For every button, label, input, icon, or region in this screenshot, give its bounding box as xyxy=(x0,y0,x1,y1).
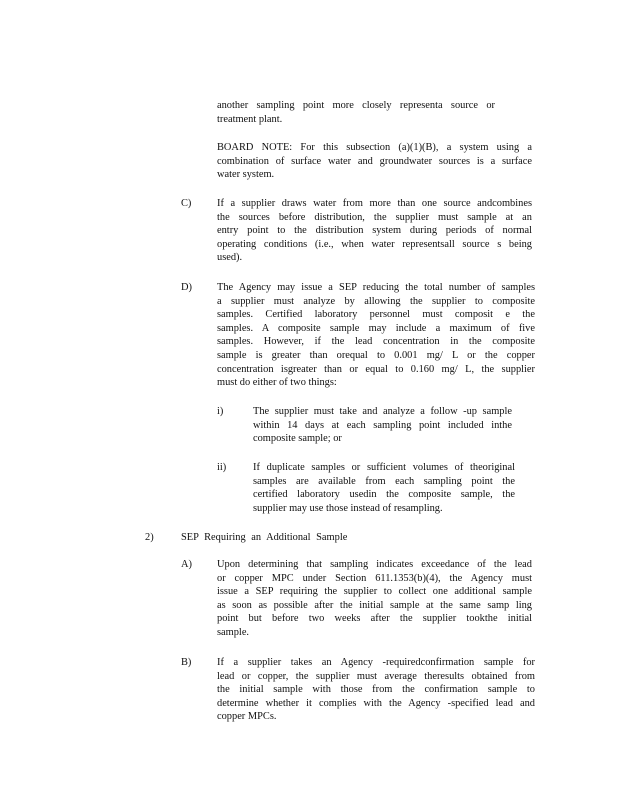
text-line: sample is greater than orequal to 0.001 mg/ L or the copper xyxy=(217,349,535,361)
text-line: samples. Certified laboratory personnel must composit e the xyxy=(217,309,535,321)
text-line: lead or copper, the supplier must average theresults obtained from xyxy=(217,670,535,682)
item-2b-label: B) xyxy=(181,657,192,668)
text-line: combination of surface water and groundwater sources is a surface xyxy=(217,155,532,167)
item-c-label: C) xyxy=(181,198,192,209)
text-line: or copper MPC under Section 611.1353(b)(4), the Agency must xyxy=(217,572,532,584)
text-line: another sampling point more closely representa source or xyxy=(217,100,495,111)
section-2-label: 2) xyxy=(145,532,154,543)
text-line: samples are available from each sampling point the xyxy=(253,475,515,487)
item-c-text xyxy=(217,197,532,265)
item-2a-text xyxy=(217,558,532,640)
item-2a-label: A) xyxy=(181,559,192,570)
text-line: within 14 days at each sampling point included inthe xyxy=(253,419,512,431)
text-line: If a supplier draws water from more than one source andcombines xyxy=(217,198,532,209)
text-line: concentration isgreater than or equal to 0.160 mg/ L, the supplier xyxy=(217,363,535,375)
text-line: entry point to the distribution system during periods of normal xyxy=(217,225,532,237)
text-line: must do either of two things: xyxy=(217,377,337,389)
text-line: BOARD NOTE: For this subsection (a)(1)(B), a system using a xyxy=(217,142,532,153)
item-d-i-text xyxy=(253,405,512,446)
text-line: The Agency may issue a SEP reducing the total number of samples xyxy=(217,282,535,293)
item-d-text xyxy=(217,281,535,390)
text-line: supplier may use those instead of resampling. xyxy=(253,502,443,514)
text-line: Upon determining that sampling indicates exceedance of the lead xyxy=(217,559,532,570)
item-d-ii-label: ii) xyxy=(217,462,227,473)
text-line: The supplier must take and analyze a follow -up sample xyxy=(253,406,512,417)
item-d-label: D) xyxy=(181,282,192,293)
text-line: issue a SEP requiring the supplier to collect one additional sample xyxy=(217,586,532,598)
text-line: used). xyxy=(217,252,243,264)
text-line: water system. xyxy=(217,169,275,181)
text-line: treatment plant. xyxy=(217,113,283,125)
text-line: a supplier must analyze by allowing the supplier to composite xyxy=(217,295,535,307)
text-line: the sources before distribution, the supplier must sample at an xyxy=(217,211,532,223)
text-line: as soon as possible after the initial sample at the same samp ling xyxy=(217,599,532,611)
board-note xyxy=(217,141,532,182)
text-line: samples. A composite sample may include a maximum of five xyxy=(217,322,535,334)
text-line: If a supplier takes an Agency -requiredconfirmation sample for xyxy=(217,657,535,668)
text-line: sample. xyxy=(217,626,250,638)
item-2b-text xyxy=(217,656,535,724)
text-line: composite sample; or xyxy=(253,433,342,445)
text-line: samples. However, if the lead concentration in the composite xyxy=(217,336,535,348)
text-line: certified laboratory usedin the composite sample, the xyxy=(253,489,515,501)
text-line: point but before two weeks after the supplier tookthe initial xyxy=(217,613,532,625)
text-line: determine whether it complies with the Agency -specified lead and xyxy=(217,697,535,709)
item-d-i-label: i) xyxy=(217,406,224,417)
text-line: If duplicate samples or sufficient volumes of theoriginal xyxy=(253,462,515,473)
item-d-ii-text xyxy=(253,461,515,515)
text-line: copper MPCs. xyxy=(217,711,277,723)
text-line: the initial sample with those from the confirmation sample to xyxy=(217,684,535,696)
section-2-heading: SEP Requiring an Additional Sample xyxy=(181,532,348,543)
continuation-text xyxy=(217,99,495,126)
text-line: operating conditions (i.e., when water representsall source s being xyxy=(217,238,532,250)
